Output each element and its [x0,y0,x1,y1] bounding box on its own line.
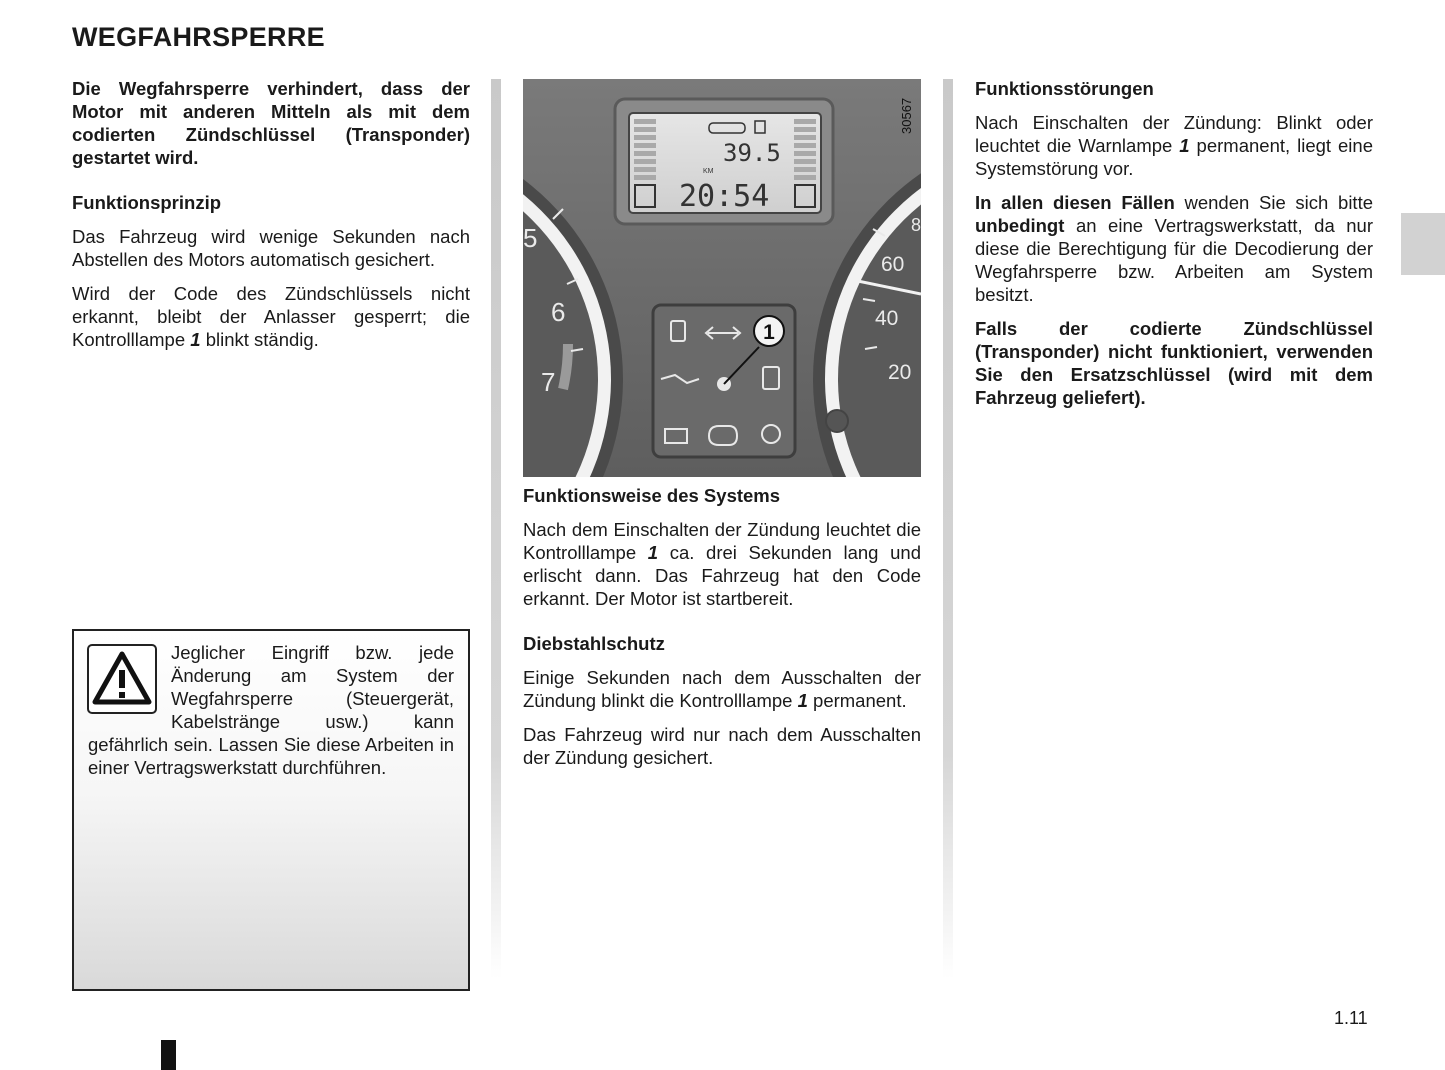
callout-number: 1 [763,321,775,344]
odometer-reading: 39.5 [723,139,781,167]
paragraph-secured-after-off: Das Fahrzeug wird nur nach dem Ausschalten der Zündung gesichert. [523,724,921,768]
paragraph-ignition-on: Nach dem Einschalten der Zündung leuchtet die Kontrolllampe 1 ca. drei Sekunden lang und erlischt dann. Das Fahrzeug hat den Code erkannt. Der Motor ist startbereit. [523,519,921,609]
instrument-cluster-figure [523,79,921,477]
column-left [72,77,470,362]
paragraph-malfunction: Nach Einschalten der Zündung: Blinkt oder leuchtet die Warnlampe 1 permanent, liegt eine Systemstörung vor. [975,112,1373,179]
speed-tick-40: 40 [875,307,899,330]
paragraph-spare-key: Falls der codierte Zündschlüssel (Transponder) nicht funktioniert, verwenden Sie den Ersatzschlüssel (wird mit dem Fahrzeug geliefert). [975,318,1373,408]
paragraph-auto-secure: Das Fahrzeug wird wenige Sekunden nach Abstellen des Motors automatisch gesichert. [72,226,470,270]
paragraph-contact-workshop: In allen diesen Fällen wenden Sie sich bitte unbedingt an eine Vertragswerkstatt, da nur diese die Berechtigung für die Decodierung der Wegfahrsperre bzw. Arbeiten am System besitzt. [975,192,1373,305]
column-divider [943,79,953,979]
reference-number: 1 [647,542,659,563]
reference-number: 1 [1179,135,1190,156]
warning-triangle-icon [87,644,157,714]
reference-number: 1 [797,690,808,711]
odometer-unit: KM [703,168,714,175]
warning-box [72,629,470,991]
tacho-tick-6: 6 [551,297,566,327]
page-number: 1.11 [1334,1008,1368,1028]
tacho-tick-7: 7 [541,367,556,397]
heading-funktionsweise: Funktionsweise des Systems [523,485,781,506]
heading-diebstahlschutz: Diebstahlschutz [523,633,665,654]
heading-funktionsprinzip: Funktionsprinzip [72,192,222,213]
reset-button-icon [826,410,848,432]
chapter-thumb-tab [1401,213,1445,275]
heading-funktionsstoerungen: Funktionsstörungen [975,78,1154,99]
paragraph-code-not-recognized: Wird der Code des Zündschlüssels nicht erkannt, bleibt der Anlasser gesperrt; die Kontrolllampe 1 blinkt ständig. [72,283,470,350]
figure-reference-code: 30567 [899,97,914,134]
reference-number: 1 [190,329,201,350]
page-title: WEGFAHRSPERRE [72,22,325,52]
speed-tick-20: 20 [888,361,912,384]
column-divider [491,79,501,979]
column-right [975,77,1373,420]
paragraph-ignition-off: Einige Sekunden nach dem Ausschalten der Zündung blinkt die Kontrolllampe 1 permanent. [523,667,921,711]
speed-tick-80: 8 [911,215,921,235]
clock-display: 20:54 [679,179,770,214]
column-middle [523,484,921,780]
tacho-tick-5: 5 [523,223,538,253]
intro-paragraph: Die Wegfahrsperre verhindert, dass der Motor mit anderen Mitteln als mit dem codierten Zündschlüssel (Transponder) gestartet wird. [72,78,470,168]
lcd-display [615,99,833,224]
warning-text: Jeglicher Eingriff bzw. jede Änderung am System der Wegfahrsperre (Steuergerät, Kabelstränge usw.) kann gefährlich sein. Lassen Sie diese Arbeiten in einer Vertragswerkstatt durchführen. [88,642,454,778]
speed-tick-60: 60 [881,253,905,276]
print-marker [161,1040,176,1070]
